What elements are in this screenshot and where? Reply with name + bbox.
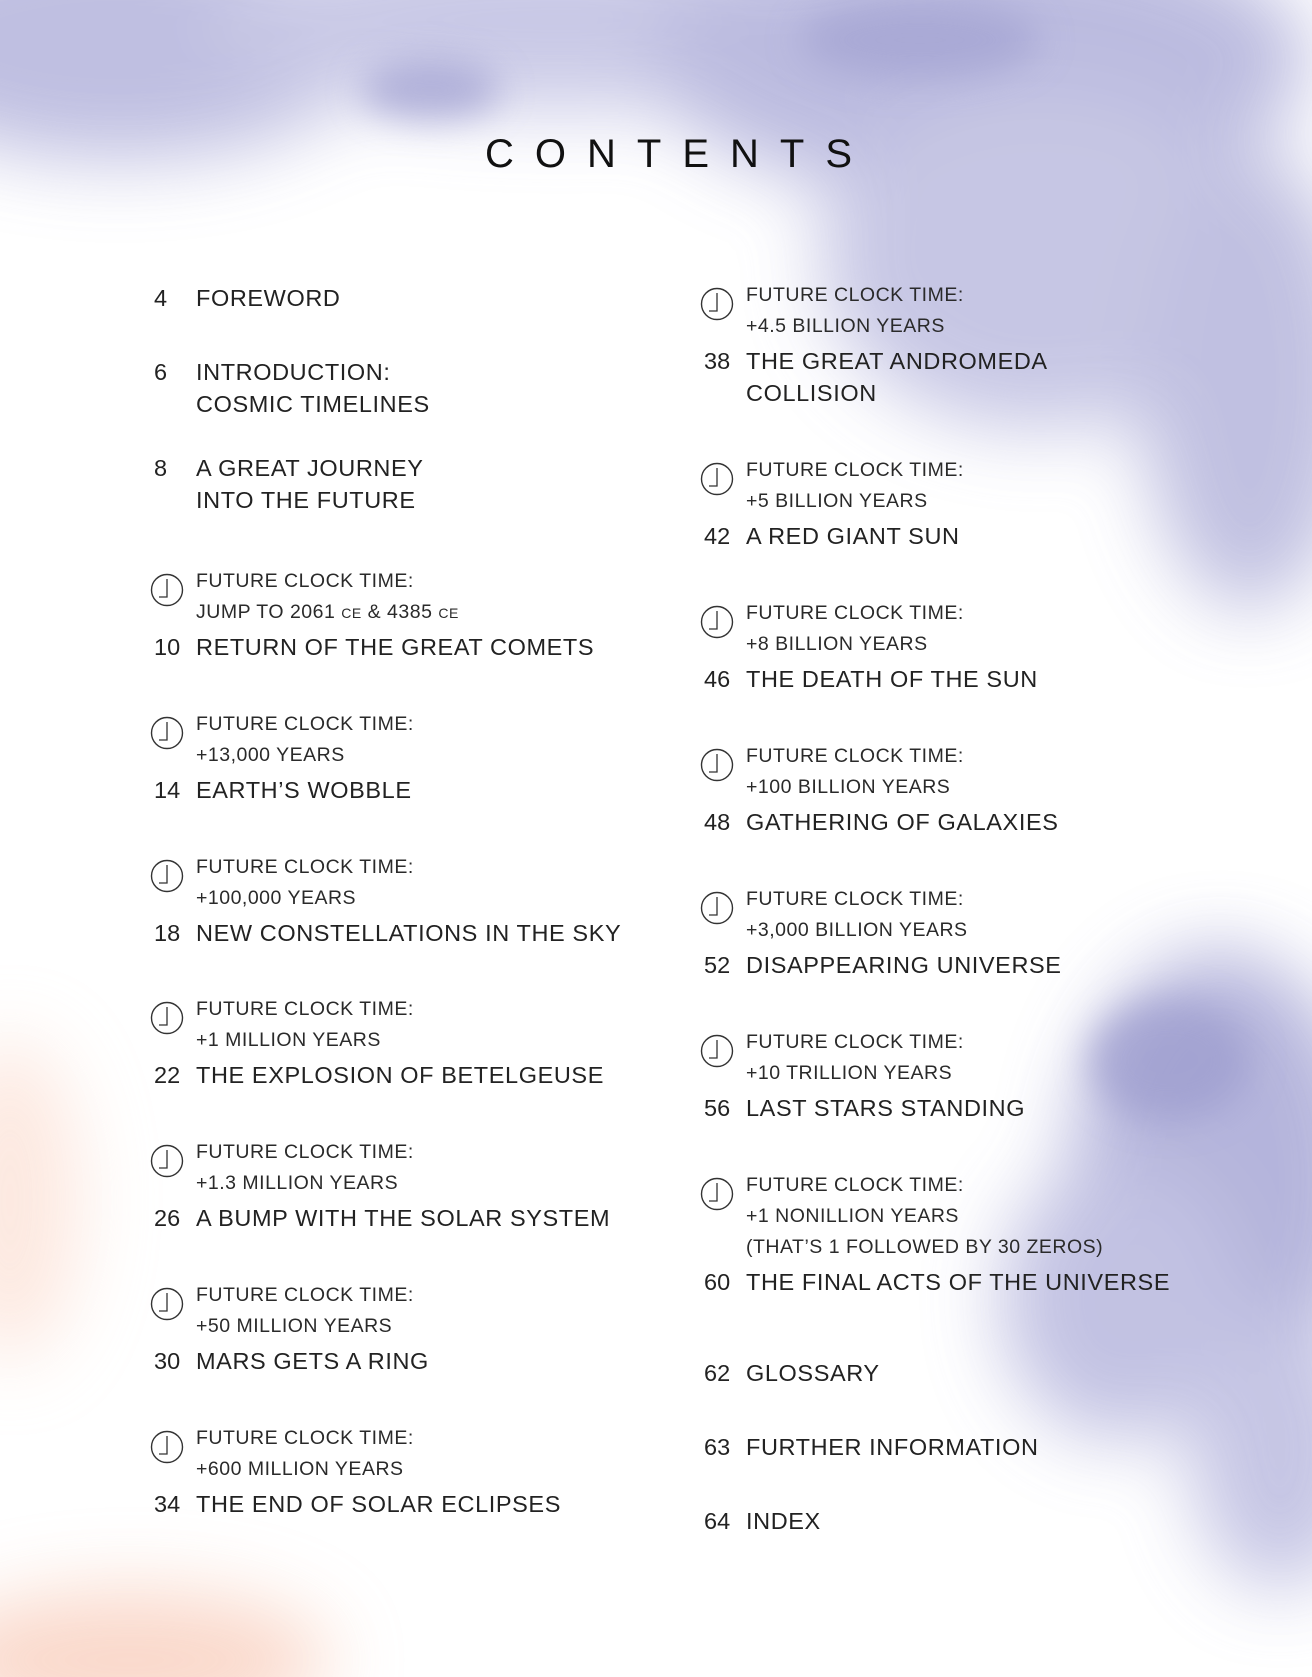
entry-title: INDEX (746, 1508, 821, 1534)
page-title: CONTENTS (485, 132, 873, 176)
clock-label: FUTURE CLOCK TIME: (196, 1141, 414, 1163)
clock-icon (700, 462, 734, 496)
clock-time: +5 BILLION YEARS (746, 490, 928, 512)
clock-icon (700, 1034, 734, 1068)
entry-title: NEW CONSTELLATIONS IN THE SKY (196, 920, 622, 946)
entry-title: MARS GETS A RING (196, 1348, 429, 1374)
clock-icon (700, 605, 734, 639)
page-number: 10 (154, 634, 181, 660)
clock-label: FUTURE CLOCK TIME: (746, 1174, 964, 1196)
entry-title: EARTH’S WOBBLE (196, 777, 412, 803)
clock-time: +4.5 BILLION YEARS (746, 315, 945, 337)
entry-title: COLLISION (746, 380, 877, 406)
clock-label: FUTURE CLOCK TIME: (196, 570, 414, 592)
clock-icon (700, 1177, 734, 1211)
entry-title: THE END OF SOLAR ECLIPSES (196, 1491, 561, 1517)
entry-title: RETURN OF THE GREAT COMETS (196, 634, 595, 660)
clock-label: FUTURE CLOCK TIME: (746, 888, 964, 910)
clock-time: +50 MILLION YEARS (196, 1315, 393, 1337)
entry-title: A GREAT JOURNEY (196, 455, 424, 481)
clock-label: FUTURE CLOCK TIME: (746, 284, 964, 306)
page-number: 38 (704, 348, 731, 374)
clock-label: FUTURE CLOCK TIME: (196, 856, 414, 878)
clock-label: FUTURE CLOCK TIME: (746, 459, 964, 481)
page-number: 26 (154, 1205, 181, 1231)
page-number: 56 (704, 1095, 731, 1121)
page-number: 6 (154, 359, 168, 385)
page-number: 4 (154, 285, 168, 311)
entry-title: THE GREAT ANDROMEDA (746, 348, 1048, 374)
clock-time: +10 TRILLION YEARS (746, 1062, 953, 1084)
entry-title: THE FINAL ACTS OF THE UNIVERSE (746, 1269, 1171, 1295)
clock-label: FUTURE CLOCK TIME: (196, 998, 414, 1020)
entry-title: A RED GIANT SUN (746, 523, 960, 549)
clock-label: FUTURE CLOCK TIME: (746, 1031, 964, 1053)
page-number: 60 (704, 1269, 731, 1295)
page-number: 34 (154, 1491, 181, 1517)
page-number: 64 (704, 1508, 731, 1534)
page-number: 42 (704, 523, 731, 549)
clock-icon (150, 1287, 184, 1321)
page-number: 63 (704, 1434, 731, 1460)
clock-icon (150, 1001, 184, 1035)
page-number: 14 (154, 777, 181, 803)
clock-label: FUTURE CLOCK TIME: (746, 602, 964, 624)
entry-title: INTO THE FUTURE (196, 487, 416, 513)
clock-icon (150, 1144, 184, 1178)
page-number: 46 (704, 666, 731, 692)
entry-title: FOREWORD (196, 285, 341, 311)
clock-time: +600 MILLION YEARS (196, 1458, 404, 1480)
page-number: 62 (704, 1360, 731, 1386)
entry-title: DISAPPEARING UNIVERSE (746, 952, 1062, 978)
entry-title: INTRODUCTION: (196, 359, 391, 385)
page-number: 22 (154, 1062, 181, 1088)
clock-label: FUTURE CLOCK TIME: (196, 713, 414, 735)
clock-time: +8 BILLION YEARS (746, 633, 928, 655)
clock-time: +1.3 MILLION YEARS (196, 1172, 399, 1194)
clock-time: +100,000 YEARS (196, 887, 357, 909)
page-number: 48 (704, 809, 731, 835)
clock-label: FUTURE CLOCK TIME: (196, 1427, 414, 1449)
clock-icon (150, 716, 184, 750)
entry-title: COSMIC TIMELINES (196, 391, 430, 417)
page-number: 30 (154, 1348, 181, 1374)
entry-title: A BUMP WITH THE SOLAR SYSTEM (196, 1205, 611, 1231)
entry-title: FURTHER INFORMATION (746, 1434, 1039, 1460)
entry-title: THE DEATH OF THE SUN (746, 666, 1038, 692)
clock-time: +1 MILLION YEARS (196, 1029, 381, 1051)
clock-time: +3,000 BILLION YEARS (746, 919, 968, 941)
clock-label: FUTURE CLOCK TIME: (746, 745, 964, 767)
clock-icon (150, 1430, 184, 1464)
entry-title: GATHERING OF GALAXIES (746, 809, 1059, 835)
clock-icon (150, 573, 184, 607)
entry-title: THE EXPLOSION OF BETELGEUSE (196, 1062, 604, 1088)
clock-icon (700, 891, 734, 925)
clock-time: JUMP TO 2061 CE & 4385 CE (196, 601, 459, 623)
clock-label: FUTURE CLOCK TIME: (196, 1284, 414, 1306)
page-number: 8 (154, 455, 168, 481)
page-number: 18 (154, 920, 181, 946)
entry-title: LAST STARS STANDING (746, 1095, 1026, 1121)
entry-title: GLOSSARY (746, 1360, 880, 1386)
clock-time: +13,000 YEARS (196, 744, 345, 766)
page-number: 52 (704, 952, 731, 978)
clock-icon (700, 748, 734, 782)
clock-note: (THAT’S 1 FOLLOWED BY 30 ZEROS) (746, 1236, 1104, 1258)
clock-icon (700, 287, 734, 321)
clock-time: +100 BILLION YEARS (746, 776, 951, 798)
clock-icon (150, 859, 184, 893)
clock-time: +1 NONILLION YEARS (746, 1205, 959, 1227)
